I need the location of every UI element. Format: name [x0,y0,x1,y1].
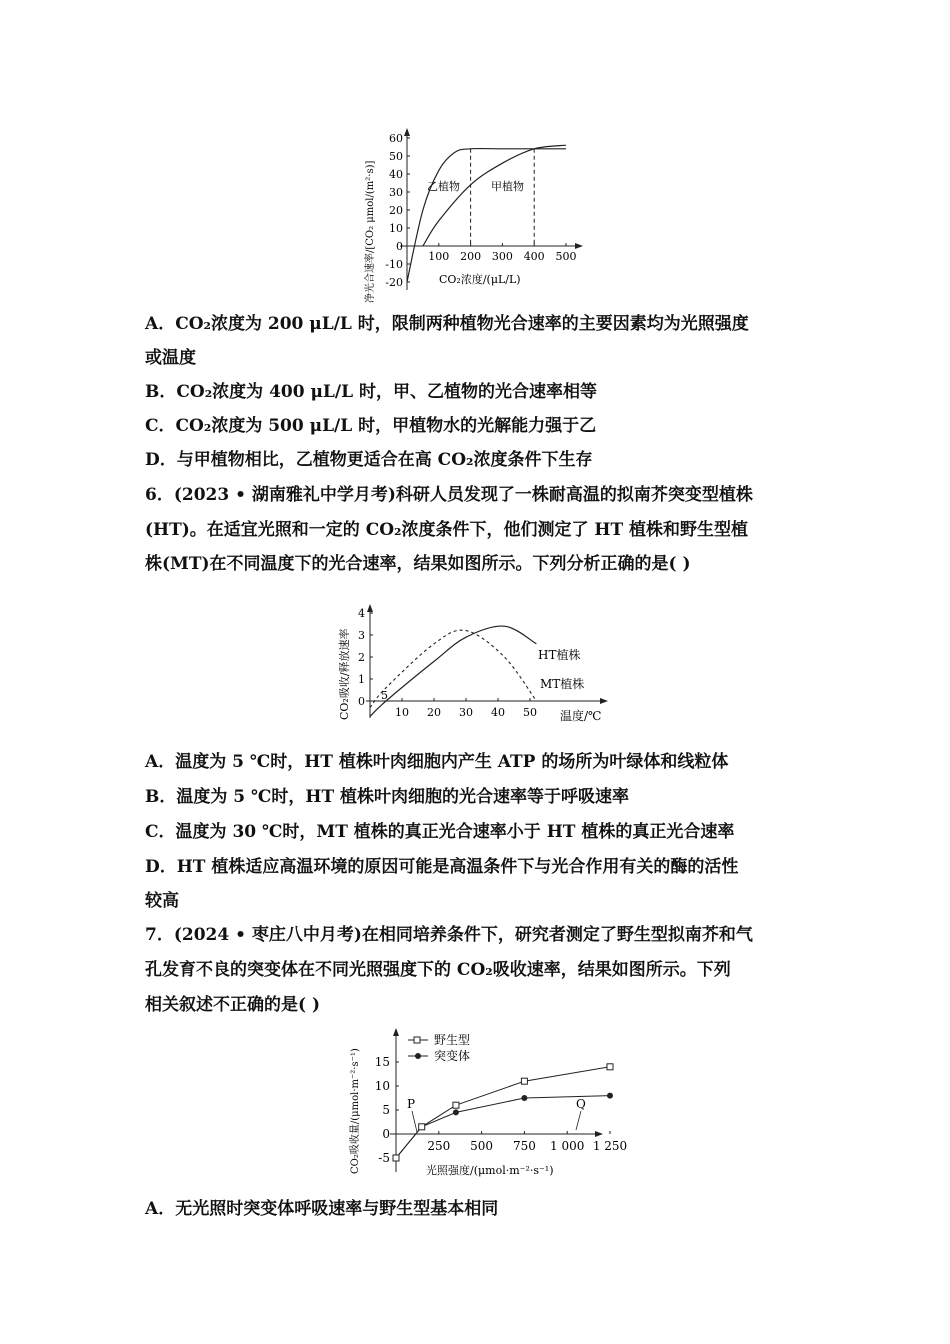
x-tick-label: 500 [555,250,577,263]
point-p-label: P [407,1097,416,1111]
legend-wild-marker [414,1037,420,1043]
series-ht-line [370,626,536,716]
wild-point [607,1064,613,1070]
y-axis-label: CO₂吸收量/(μmol·m⁻²·s⁻¹) [350,1048,361,1174]
q6-stem-1: 6．(2023 • 湖南雅礼中学月考)科研人员发现了一株耐高温的拟南芥突变型植株 [145,485,753,505]
y-tick-label: 20 [389,204,403,217]
q5-option-b: B．CO₂浓度为 400 μL/L 时，甲、乙植物的光合速率相等 [145,382,597,402]
label-jia: 甲植物 [491,180,524,193]
x-axis-label: 温度/℃ [560,709,602,723]
figure-temperature-photosynthesis [330,598,620,728]
label-yi: 乙植物 [427,180,460,193]
y-tick-label: 15 [374,1055,390,1069]
figure-co2-net-photosynthesis [355,118,595,306]
legend-mutant: 突变体 [434,1049,471,1063]
wild-point [521,1078,527,1084]
q5-option-a-cont: 或温度 [145,348,196,368]
y-tick-label: 0 [358,695,365,708]
wild-point [419,1124,425,1130]
x-tick-label: 30 [459,706,473,719]
series-mt-line [370,630,536,707]
q6-option-b: B．温度为 5 ℃时，HT 植株叶肉细胞的光合速率等于呼吸速率 [145,787,630,807]
q6-stem-2: (HT)。在适宜光照和一定的 CO₂浓度条件下，他们测定了 HT 植株和野生型植 [145,520,749,540]
y-tick-label: 1 [358,673,365,686]
q7-stem-2: 孔发育不良的突变体在不同光照强度下的 CO₂吸收速率，结果如图所示。下列 [145,960,731,980]
x-tick-label: 300 [491,250,513,263]
y-tick-label: 50 [389,150,403,163]
x-tick-label: 100 [428,250,450,263]
wild-point [393,1155,399,1161]
legend-mutant-marker [415,1053,421,1059]
x-tick-label: 50 [523,706,537,719]
y-axis-label: CO₂吸收/释放速率 [338,628,351,720]
q6-option-d: D．HT 植株适应高温环境的原因可能是高温条件下与光合作用有关的酶的活性 [145,857,739,877]
wild-point [453,1102,459,1108]
y-tick-label: 3 [358,629,365,642]
x-tick-label: 750 [512,1139,536,1153]
x-axis-label: CO₂浓度/(μL/L) [439,273,521,286]
y-tick-label: 0 [396,240,403,253]
legend-ht: HT植株 [538,648,581,662]
y-tick-label: -5 [378,1151,390,1165]
y-axis-label: 净光合速率/[CO₂ μmol/(m²·s)] [365,160,376,303]
x-tick-label: 500 [470,1139,494,1153]
y-tick-label: 10 [389,222,403,235]
x-tick-label: 200 [460,250,482,263]
q7-stem-3: 相关叙述不正确的是( ) [145,995,321,1015]
q6-option-d-cont: 较高 [145,891,179,911]
x-axis-label: 光照强度/(μmol·m⁻²·s⁻¹) [426,1164,554,1177]
y-tick-label: 2 [358,651,365,664]
figure-light-co2-absorption [338,1022,628,1182]
q7-stem-1: 7．(2024 • 枣庄八中月考)在相同培养条件下，研究者测定了野生型拟南芥和气 [145,925,753,945]
mutant-point [521,1095,527,1101]
x-tick-label: 20 [427,706,441,719]
y-tick-label: 4 [358,607,365,620]
q6-option-c: C．温度为 30 ℃时，MT 植株的真正光合速率小于 HT 植株的真正光合速率 [145,822,735,842]
x-tick-label: 40 [491,706,505,719]
y-tick-label: -20 [385,276,403,289]
q5-option-a: A．CO₂浓度为 200 μL/L 时，限制两种植物光合速率的主要因素均为光照强度 [145,314,749,334]
series-jia-line [423,145,566,246]
q7-option-a: A．无光照时突变体呼吸速率与野生型基本相同 [145,1199,499,1219]
q5-option-c: C．CO₂浓度为 500 μL/L 时，甲植物水的光解能力强于乙 [145,416,597,436]
y-tick-label: 0 [382,1127,390,1141]
legend-mt: MT植株 [540,677,585,691]
y-tick-label: 30 [389,186,403,199]
y-tick-label: 5 [382,1103,390,1117]
x-tick-label: 1 000 [550,1139,585,1153]
q6-option-a: A．温度为 5 ℃时，HT 植株叶肉细胞内产生 ATP 的场所为叶绿体和线粒体 [145,752,729,772]
y-tick-label: 60 [389,132,403,145]
y-tick-label: -10 [385,258,403,271]
x-tick-label: 1 250 [592,1139,628,1153]
x-tick-label: 250 [427,1139,451,1153]
x-tick-label: 10 [395,706,409,719]
marker-five: 5 [381,689,388,702]
mutant-point [453,1109,459,1115]
point-q-label: Q [576,1097,586,1111]
q6-stem-3: 株(MT)在不同温度下的光合速率，结果如图所示。下列分析正确的是( ) [145,554,691,574]
y-tick-label: 10 [374,1079,390,1093]
mutant-point [607,1093,613,1099]
legend-wild: 野生型 [434,1033,471,1047]
y-tick-label: 40 [389,168,403,181]
q5-option-d: D．与甲植物相比，乙植物更适合在高 CO₂浓度条件下生存 [145,450,593,470]
x-tick-label: 400 [523,250,545,263]
